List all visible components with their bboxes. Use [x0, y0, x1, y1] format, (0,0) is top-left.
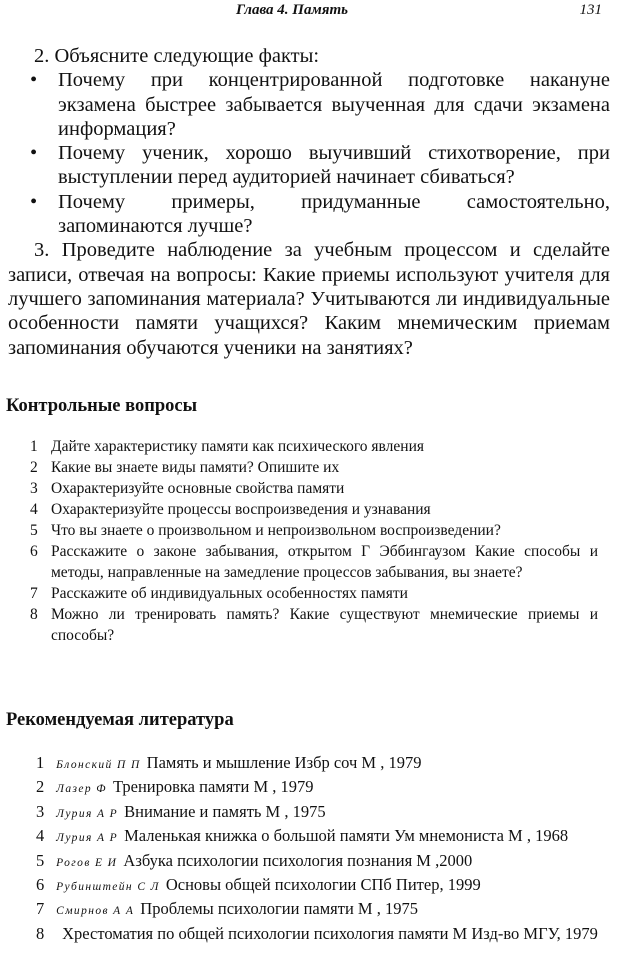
question-number: 6 [30, 543, 38, 560]
literature-list [4, 752, 612, 947]
question-text: Какие вы знаете виды памяти? Опишите их [51, 459, 340, 476]
question-number: 1 [30, 438, 38, 455]
exercise-3: 3. Проведите наблюдение за учебным процессом и сделайте записи, отвечая на вопросы: Какие приемы используют учителя для лучшего запоминания материала? Учитываются ли индивидуальные особенности памяти учащихся? Каким мнемическим приемам запоминания обучаются ученики на занятиях? [8, 239, 610, 359]
list-item [24, 457, 598, 478]
question-text: Расскажите об индивидуальных особенностях памяти [51, 585, 408, 602]
list-item [24, 604, 598, 646]
ref-title: Проблемы психологии памяти М , 1975 [140, 899, 418, 919]
bullet-symbol: • [30, 142, 38, 165]
list-item [24, 499, 598, 520]
list-item [4, 752, 612, 776]
ref-title: Внимание и память М , 1975 [124, 801, 326, 821]
question-text: Что вы знаете о произвольном и непроизвольном воспроизведении? [51, 522, 501, 539]
question-text: Охарактеризуйте основные свойства памяти [51, 480, 345, 497]
bullet-text: Почему при концентрированной подготовке накануне экзамена быстрее забывается выученная для сдачи экзамена информация? [58, 69, 610, 140]
list-item [4, 776, 612, 800]
question-number: 8 [30, 606, 38, 623]
list-item [4, 850, 612, 874]
ref-title: Основы общей психологии СПб Питер, 1999 [165, 875, 481, 895]
bullet-symbol: • [30, 190, 38, 213]
ref-title: Хрестоматия по общей психологии психология памяти М Изд-во МГУ, 1979 [62, 923, 598, 943]
list-item [8, 190, 610, 239]
control-questions-title: Контрольные вопросы [6, 396, 198, 416]
ref-number: 6 [36, 875, 45, 895]
list-item [4, 825, 612, 849]
page-number: 131 [579, 2, 602, 18]
question-text: Расскажите о законе забывания, открытом Г Эббингаузом Какие способы и методы, направленные на замедление процессов забывания, вы знаете? [51, 543, 598, 581]
ref-number: 1 [36, 753, 45, 772]
question-number: 7 [30, 585, 38, 602]
ref-author: Лурия А Р [56, 832, 119, 845]
ref-number: 3 [36, 801, 45, 821]
page-header [0, 0, 620, 24]
ref-number: 8 [36, 923, 45, 943]
bullet-symbol: • [30, 69, 38, 92]
ref-author: Лазер Ф [56, 783, 107, 796]
question-number: 3 [30, 480, 38, 497]
list-item [24, 520, 598, 541]
ref-title: Тренировка памяти М , 1979 [112, 777, 314, 797]
ref-author: Смирнов А А [56, 905, 135, 918]
ref-author: Рубинштейн С Л [56, 881, 160, 894]
ref-title: Память и мышление Избр соч М , 1979 [146, 753, 422, 772]
list-item [24, 478, 598, 499]
ref-number: 4 [36, 826, 45, 846]
question-text: Охарактеризуйте процессы воспроизведения и узнавания [51, 501, 431, 518]
running-title: Глава 4. Память [236, 2, 349, 18]
list-item [4, 801, 612, 825]
ref-title: Азбука психологии психология познания М ,2000 [123, 850, 473, 870]
ref-number: 5 [36, 850, 45, 870]
exercise-2-intro: 2. Объясните следующие факты: [34, 45, 320, 67]
exercises-block [8, 44, 610, 360]
list-item [4, 874, 612, 898]
question-text: Можно ли тренировать память? Какие существуют мнемические приемы и способы? [51, 606, 598, 644]
bullet-text: Почему ученик, хорошо выучивший стихотворение, при выступлении перед аудиторией начинает сбиваться? [58, 142, 610, 189]
ref-author: Блонский П П [56, 759, 141, 771]
list-item [4, 898, 612, 922]
ref-author: Лурия А Р [56, 807, 119, 820]
list-item [4, 923, 612, 947]
control-questions-list [24, 436, 598, 646]
list-item [8, 68, 610, 141]
question-number: 5 [30, 522, 38, 539]
list-item [8, 141, 610, 190]
question-number: 4 [30, 501, 38, 518]
ref-number: 7 [36, 899, 45, 919]
ref-title: Маленькая книжка о большой памяти Ум мнемониста М , 1968 [124, 826, 569, 846]
list-item [24, 541, 598, 583]
ref-number: 2 [36, 777, 45, 797]
literature-title: Рекомендуемая литература [6, 710, 234, 730]
question-number: 2 [30, 459, 38, 476]
question-text: Дайте характеристику памяти как психического явления [51, 438, 424, 455]
list-item [24, 583, 598, 604]
ref-author: Рогов Е И [56, 856, 118, 869]
list-item [24, 436, 598, 457]
bullet-text: Почему примеры, придуманные самостоятельно, запоминаются лучше? [58, 190, 610, 238]
